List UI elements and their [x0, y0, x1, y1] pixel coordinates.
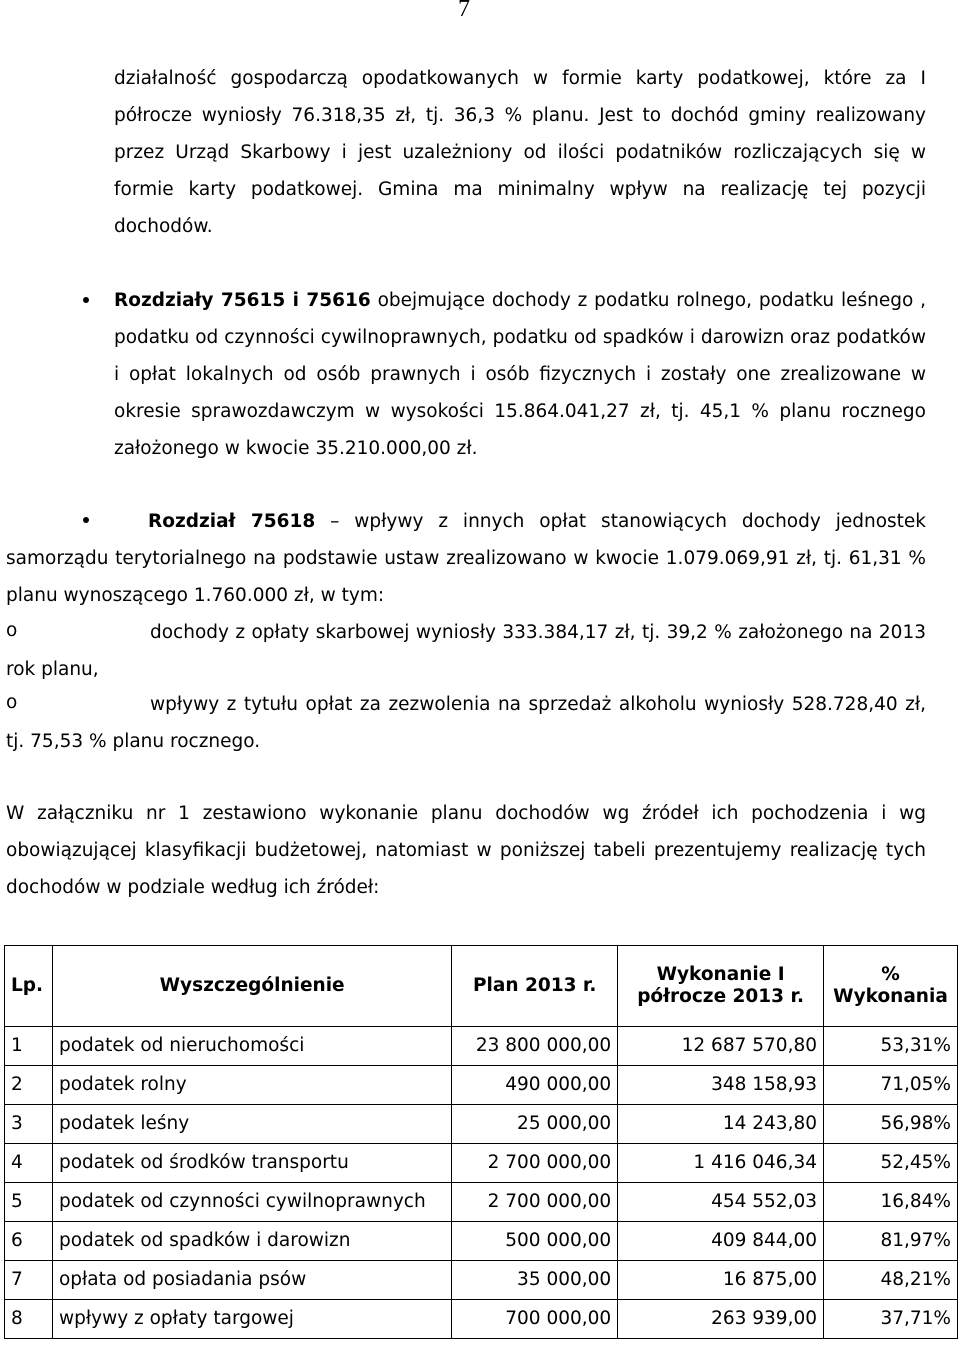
- table-row: [5, 1261, 958, 1300]
- cell-plan: 700 000,00: [452, 1300, 618, 1339]
- cell-wykonanie: 14 243,80: [618, 1105, 824, 1144]
- cell-lp: 2: [5, 1066, 53, 1105]
- cell-procent: 81,97%: [824, 1222, 958, 1261]
- paragraph-text: – wpływy z innych opłat stanowiących dochody jednostek samorządu terytorialnego na podstawie ustaw zrealizowano w kwocie 1.079.069,91 zł, tj. 61,31 % planu wynoszącego 1.760.000 zł, w tym:: [6, 511, 927, 606]
- cell-lp: 5: [5, 1183, 53, 1222]
- header-plan: Plan 2013 r.: [452, 946, 618, 1027]
- table-row: [5, 1183, 958, 1222]
- table-header-row: [5, 946, 958, 1027]
- cell-plan: 500 000,00: [452, 1222, 618, 1261]
- table-row: [5, 1027, 958, 1066]
- cell-procent: 52,45%: [824, 1144, 958, 1183]
- sub-bullet-marker: o: [6, 620, 18, 641]
- cell-name: podatek od spadków i darowizn: [52, 1222, 451, 1261]
- cell-name: podatek od czynności cywilnoprawnych: [52, 1183, 451, 1222]
- cell-plan: 23 800 000,00: [452, 1027, 618, 1066]
- cell-procent: 71,05%: [824, 1066, 958, 1105]
- cell-wykonanie: 16 875,00: [618, 1261, 824, 1300]
- paragraph-rozdzialy-75615-75616: [114, 282, 926, 467]
- bold-heading: Rozdziały 75615 i 75616: [114, 290, 371, 311]
- cell-name: podatek od środków transportu: [52, 1144, 451, 1183]
- paragraph-text: obejmujące dochody z podatku rolnego, podatku leśnego , podatku od czynności cywilnoprawnych, podatku od spadków i darowizn oraz podatków i opłat lokalnych od osób prawnych i osób fizycznych i zostały one zrealizowane w okresie sprawozdawczym w wysokości 15.864.041,27 zł, tj. 45,1 % planu rocznego założonego w kwocie 35.210.000,00 zł.: [114, 290, 926, 459]
- cell-procent: 48,21%: [824, 1261, 958, 1300]
- cell-procent: 37,71%: [824, 1300, 958, 1339]
- cell-procent: 53,31%: [824, 1027, 958, 1066]
- cell-wykonanie: 348 158,93: [618, 1066, 824, 1105]
- cell-name: podatek leśny: [52, 1105, 451, 1144]
- cell-lp: 4: [5, 1144, 53, 1183]
- cell-name: wpływy z opłaty targowej: [52, 1300, 451, 1339]
- header-wyszczegolnienie: Wyszczególnienie: [52, 946, 451, 1027]
- cell-lp: 6: [5, 1222, 53, 1261]
- cell-wykonanie: 263 939,00: [618, 1300, 824, 1339]
- cell-plan: 2 700 000,00: [452, 1183, 618, 1222]
- cell-wykonanie: 1 416 046,34: [618, 1144, 824, 1183]
- header-lp: Lp.: [5, 946, 53, 1027]
- cell-procent: 56,98%: [824, 1105, 958, 1144]
- cell-lp: 7: [5, 1261, 53, 1300]
- cell-name: podatek rolny: [52, 1066, 451, 1105]
- bullet-icon: [83, 297, 89, 303]
- paragraph-rozdzial-75618: [6, 503, 926, 614]
- table-row: [5, 1222, 958, 1261]
- cell-plan: 25 000,00: [452, 1105, 618, 1144]
- cell-lp: 8: [5, 1300, 53, 1339]
- cell-wykonanie: 409 844,00: [618, 1222, 824, 1261]
- sub-item-oplata-skarbowa: dochody z opłaty skarbowej wyniosły 333.384,17 zł, tj. 39,2 % założonego na 2013 rok planu,: [6, 622, 926, 680]
- header-procent-wykonania: % Wykonania: [824, 946, 958, 1027]
- cell-plan: 490 000,00: [452, 1066, 618, 1105]
- sub-item-zezwolenia-alkohol: wpływy z tytułu opłat za zezwolenia na sprzedaż alkoholu wyniosły 528.728,40 zł, tj. 75,53 % planu rocznego.: [6, 694, 926, 752]
- table-row: [5, 1105, 958, 1144]
- cell-wykonanie: 12 687 570,80: [618, 1027, 824, 1066]
- page-number: 7: [458, 0, 470, 22]
- cell-procent: 16,84%: [824, 1183, 958, 1222]
- cell-name: opłata od posiadania psów: [52, 1261, 451, 1300]
- sub-bullet-marker: o: [6, 692, 18, 713]
- bold-heading: Rozdział 75618: [148, 511, 316, 532]
- cell-lp: 1: [5, 1027, 53, 1066]
- cell-plan: 2 700 000,00: [452, 1144, 618, 1183]
- cell-plan: 35 000,00: [452, 1261, 618, 1300]
- table-row: [5, 1066, 958, 1105]
- income-table: [4, 945, 958, 1339]
- cell-lp: 3: [5, 1105, 53, 1144]
- cell-name: podatek od nieruchomości: [52, 1027, 451, 1066]
- cell-wykonanie: 454 552,03: [618, 1183, 824, 1222]
- paragraph-karta-podatkowa: działalność gospodarczą opodatkowanych w formie karty podatkowej, które za I półrocze wyniosły 76.318,35 zł, tj. 36,3 % planu. Jest to dochód gminy realizowany przez Urząd Skarbowy i jest uzależniony od ilości podatników rozliczających się w formie karty podatkowej. Gmina ma minimalny wpływ na realizację tej pozycji dochodów.: [114, 68, 926, 237]
- paragraph-table-intro: W załączniku nr 1 zestawiono wykonanie planu dochodów wg źródeł ich pochodzenia i wg obowiązującej klasyfikacji budżetowej, natomiast w poniższej tabeli prezentujemy realizację tych dochodów w podziale według ich źródeł:: [6, 803, 926, 898]
- header-wykonanie: Wykonanie I półrocze 2013 r.: [618, 946, 824, 1027]
- table-row: [5, 1144, 958, 1183]
- table-row: [5, 1300, 958, 1339]
